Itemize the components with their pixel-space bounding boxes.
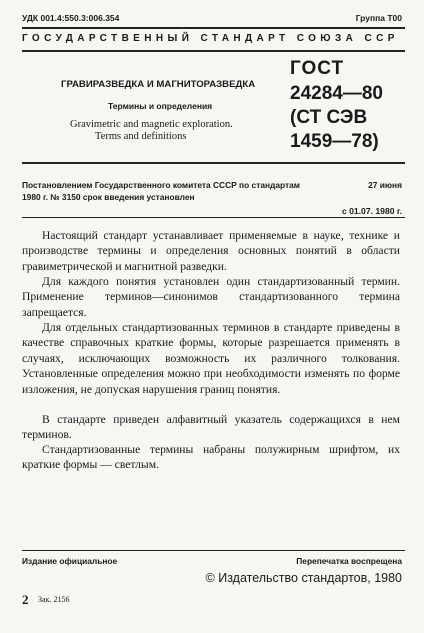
body-paragraph-2 <box>22 274 400 320</box>
group-label: Группа Т00 <box>355 13 402 23</box>
udk-code: УДК 001.4:550.3:006.354 <box>22 13 120 23</box>
subtitle-ru: Термины и определения <box>108 101 213 111</box>
decree-rule <box>22 217 405 218</box>
state-standard-banner: ГОСУДАРСТВЕННЫЙ СТАНДАРТ СОЮЗА ССР <box>22 33 399 44</box>
body-paragraph-3 <box>22 320 400 397</box>
reprint-prohibited: Перепечатка воспрещена <box>296 556 402 566</box>
st-sev-label: (СТ СЭВ <box>290 107 368 128</box>
title-en-line1: Gravimetric and magnetic exploration. <box>70 119 233 130</box>
body-paragraph-2-text: Для каждого понятия установлен один стандартизованный термин. Применение терминов—синонимов стандартизованного термина запрещается. <box>22 275 400 319</box>
order-number: Зак. 2156 <box>38 595 70 604</box>
body-paragraph-1-text: Настоящий стандарт устанавливает применяемые в науке, технике и производстве термины и определения основных понятий в области гравиметрической и магнитной разведки. <box>22 229 400 273</box>
official-edition: Издание официальное <box>22 556 118 566</box>
footer-rule <box>22 550 405 551</box>
body-paragraph-1 <box>22 228 400 274</box>
decree-line1: Постановлением Государственного комитета СССР по стандартам <box>22 180 300 190</box>
title-en-line2: Terms and definitions <box>95 131 187 142</box>
publisher-copyright: © Издательство стандартов, 1980 <box>205 571 402 585</box>
effective-date: с 01.07. 1980 г. <box>341 206 402 216</box>
body-paragraph-4-text: В стандарте приведен алфавитный указатель содержащихся в нем терминов. <box>22 413 400 442</box>
body-paragraph-5-text: Стандартизованные термины набраны полужирным шрифтом, их краткие формы — светлым. <box>22 443 400 472</box>
title-block-rule <box>22 162 405 164</box>
st-sev-number: 1459—78) <box>290 131 379 152</box>
body-paragraph-5 <box>22 442 400 473</box>
header-rule-bottom <box>22 50 405 52</box>
gost-label: ГОСТ <box>290 58 345 79</box>
decree-date: 27 июня <box>368 180 402 190</box>
header-rule-top <box>22 27 405 29</box>
body-paragraph-4 <box>22 412 400 443</box>
decree-line2: 1980 г. № 3150 срок введения установлен <box>22 192 195 202</box>
body-paragraph-3-text: Для отдельных стандартизованных терминов в стандарте приведены в качестве справочных краткие формы, которые разрешается применять в случаях, исключающих возможность их различного толкования. Установленные определения можно при необходимости изменять по форме изложения, не допуская нарушения границ понятия. <box>22 321 400 396</box>
title-ru: ГРАВИРАЗВЕДКА И МАГНИТОРАЗВЕДКА <box>61 79 256 90</box>
gost-number: 24284—80 <box>290 83 383 104</box>
page-number: 2 <box>22 592 29 607</box>
